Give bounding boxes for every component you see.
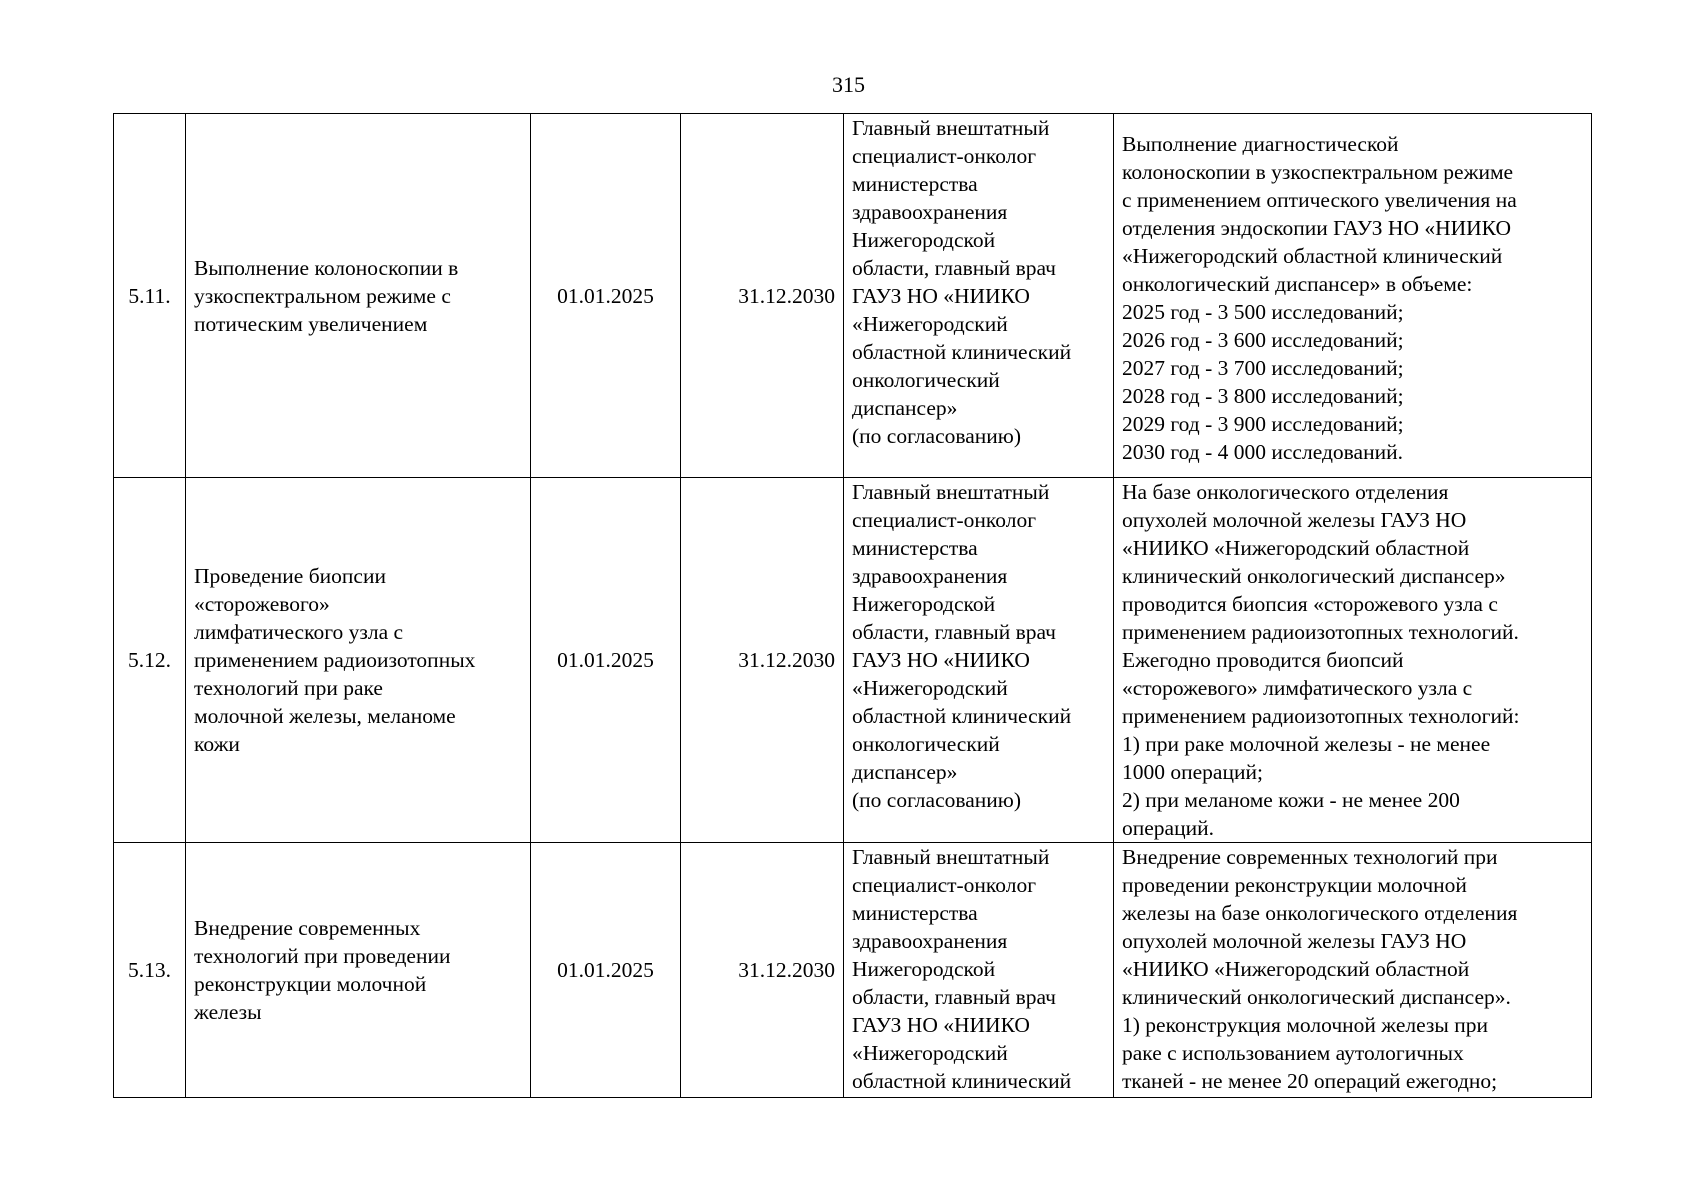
text-line: На базе онкологического отделения [1122, 480, 1449, 504]
text-line: технологий при раке [194, 676, 383, 700]
measure-name [186, 843, 531, 1098]
text-line: Главный внештатный [852, 480, 1050, 504]
text-line: применением радиоизотопных технологий. [1122, 620, 1519, 644]
text-line: «Нижегородский областной клинический [1122, 244, 1503, 268]
text-line: Ежегодно проводится биопсий [1122, 648, 1404, 672]
text-line: министерства [852, 901, 978, 925]
measure-name-text [194, 254, 522, 338]
responsible-executor [844, 478, 1114, 843]
start-date: 01.01.2025 [531, 478, 681, 843]
text-line: здравоохранения [852, 564, 1008, 588]
responsible-executor-text [852, 478, 1105, 814]
text-line: лимфатического узла с [194, 620, 404, 644]
text-line: «сторожевого» [194, 592, 330, 616]
text-line: специалист-онколог [852, 873, 1037, 897]
text-line: технологий при проведении [194, 944, 451, 968]
expected-result-text [1122, 478, 1583, 842]
text-line: потическим увеличением [194, 311, 428, 336]
text-line: проводится биопсия «сторожевого узла с [1122, 592, 1498, 616]
row-number: 5.13. [114, 843, 186, 1098]
text-line: области, главный врач [852, 985, 1056, 1009]
text-line: Проведение биопсии [194, 564, 386, 588]
text-line: специалист-онколог [852, 144, 1037, 168]
text-line: раке с использованием аутологичных [1122, 1041, 1464, 1065]
text-line: 1) реконструкция молочной железы при [1122, 1013, 1488, 1037]
text-line: Нижегородской [852, 228, 996, 252]
text-line: опухолей молочной железы ГАУЗ НО [1122, 508, 1467, 532]
text-line: ГАУЗ НО «НИИКО [852, 284, 1030, 308]
text-line: проведении реконструкции молочной [1122, 873, 1467, 897]
end-date: 31.12.2030 [681, 114, 844, 478]
text-line: 2026 год - 3 600 исследований; [1122, 328, 1404, 352]
text-line: клинический онкологический диспансер». [1122, 985, 1511, 1009]
text-line: Главный внештатный [852, 116, 1050, 140]
text-line: онкологический диспансер» в объеме: [1122, 272, 1473, 296]
text-line: кожи [194, 732, 240, 756]
text-line: применением радиоизотопных [194, 648, 476, 672]
text-line: «НИИКО «Нижегородский областной [1122, 536, 1470, 560]
text-line: Выполнение колоноскопии в [194, 255, 459, 280]
text-line: министерства [852, 536, 978, 560]
text-line: министерства [852, 172, 978, 196]
text-line: 2025 год - 3 500 исследований; [1122, 300, 1404, 324]
row-number: 5.11. [114, 114, 186, 478]
text-line: Главный внештатный [852, 845, 1050, 869]
expected-result-text [1122, 843, 1583, 1095]
measure-name [186, 114, 531, 478]
page-number: 315 [832, 72, 865, 97]
text-line: Нижегородской [852, 957, 996, 981]
responsible-executor-text [852, 114, 1105, 450]
text-line: 1000 операций; [1122, 760, 1263, 784]
table-row [114, 843, 1592, 1098]
expected-result-text [1122, 130, 1583, 466]
responsible-executor [844, 843, 1114, 1098]
measures-table [113, 113, 1592, 1098]
table-row [114, 478, 1592, 843]
text-line: с применением оптического увеличения на [1122, 188, 1517, 212]
text-line: ГАУЗ НО «НИИКО [852, 648, 1030, 672]
text-line: Внедрение современных [194, 916, 421, 940]
text-line: областной клинический [852, 1069, 1072, 1093]
text-line: 2028 год - 3 800 исследований; [1122, 384, 1404, 408]
text-line: «Нижегородский [852, 312, 1008, 336]
text-line: тканей - не менее 20 операций ежегодно; [1122, 1069, 1498, 1093]
row-number: 5.12. [114, 478, 186, 843]
text-line: «НИИКО «Нижегородский областной [1122, 957, 1470, 981]
text-line: диспансер» [852, 396, 958, 420]
text-line: (по согласованию) [852, 788, 1022, 812]
text-line: здравоохранения [852, 929, 1008, 953]
text-line: узкоспектральном режиме с [194, 283, 451, 308]
text-line: областной клинический [852, 704, 1072, 728]
text-line: специалист-онколог [852, 508, 1037, 532]
text-line: 1) при раке молочной железы - не менее [1122, 732, 1491, 756]
text-line: 2) при меланоме кожи - не менее 200 [1122, 788, 1460, 812]
text-line: области, главный врач [852, 620, 1056, 644]
end-date: 31.12.2030 [681, 843, 844, 1098]
measure-name-text [194, 914, 522, 1026]
text-line: молочной железы, меланоме [194, 704, 456, 728]
measure-name [186, 478, 531, 843]
text-line: «Нижегородский [852, 676, 1008, 700]
responsible-executor-text [852, 843, 1105, 1095]
text-line: диспансер» [852, 760, 958, 784]
text-line: «Нижегородский [852, 1041, 1008, 1065]
text-line: онкологический [852, 368, 1000, 392]
text-line: 2029 год - 3 900 исследований; [1122, 412, 1404, 436]
text-line: областной клинический [852, 340, 1072, 364]
text-line: Нижегородской [852, 592, 996, 616]
text-line: (по согласованию) [852, 424, 1022, 448]
text-line: области, главный врач [852, 256, 1056, 280]
text-line: клинический онкологический диспансер» [1122, 564, 1506, 588]
start-date: 01.01.2025 [531, 114, 681, 478]
measure-name-text [194, 562, 522, 758]
text-line: «сторожевого» лимфатического узла с [1122, 676, 1473, 700]
text-line: 2030 год - 4 000 исследований. [1122, 440, 1403, 464]
expected-result [1114, 114, 1592, 478]
text-line: Выполнение диагностической [1122, 132, 1399, 156]
text-line: применением радиоизотопных технологий: [1122, 704, 1520, 728]
responsible-executor [844, 114, 1114, 478]
text-line: онкологический [852, 732, 1000, 756]
start-date: 01.01.2025 [531, 843, 681, 1098]
expected-result [1114, 478, 1592, 843]
text-line: отделения эндоскопии ГАУЗ НО «НИИКО [1122, 216, 1512, 240]
text-line: колоноскопии в узкоспектральном режиме [1122, 160, 1514, 184]
text-line: здравоохранения [852, 200, 1008, 224]
text-line: железы на базе онкологического отделения [1122, 901, 1518, 925]
text-line: Внедрение современных технологий при [1122, 845, 1498, 869]
text-line: реконструкции молочной [194, 972, 427, 996]
text-line: 2027 год - 3 700 исследований; [1122, 356, 1404, 380]
expected-result [1114, 843, 1592, 1098]
text-line: операций. [1122, 816, 1214, 840]
text-line: опухолей молочной железы ГАУЗ НО [1122, 929, 1467, 953]
table-row [114, 114, 1592, 478]
end-date: 31.12.2030 [681, 478, 844, 843]
text-line: ГАУЗ НО «НИИКО [852, 1013, 1030, 1037]
text-line: железы [194, 1000, 262, 1024]
